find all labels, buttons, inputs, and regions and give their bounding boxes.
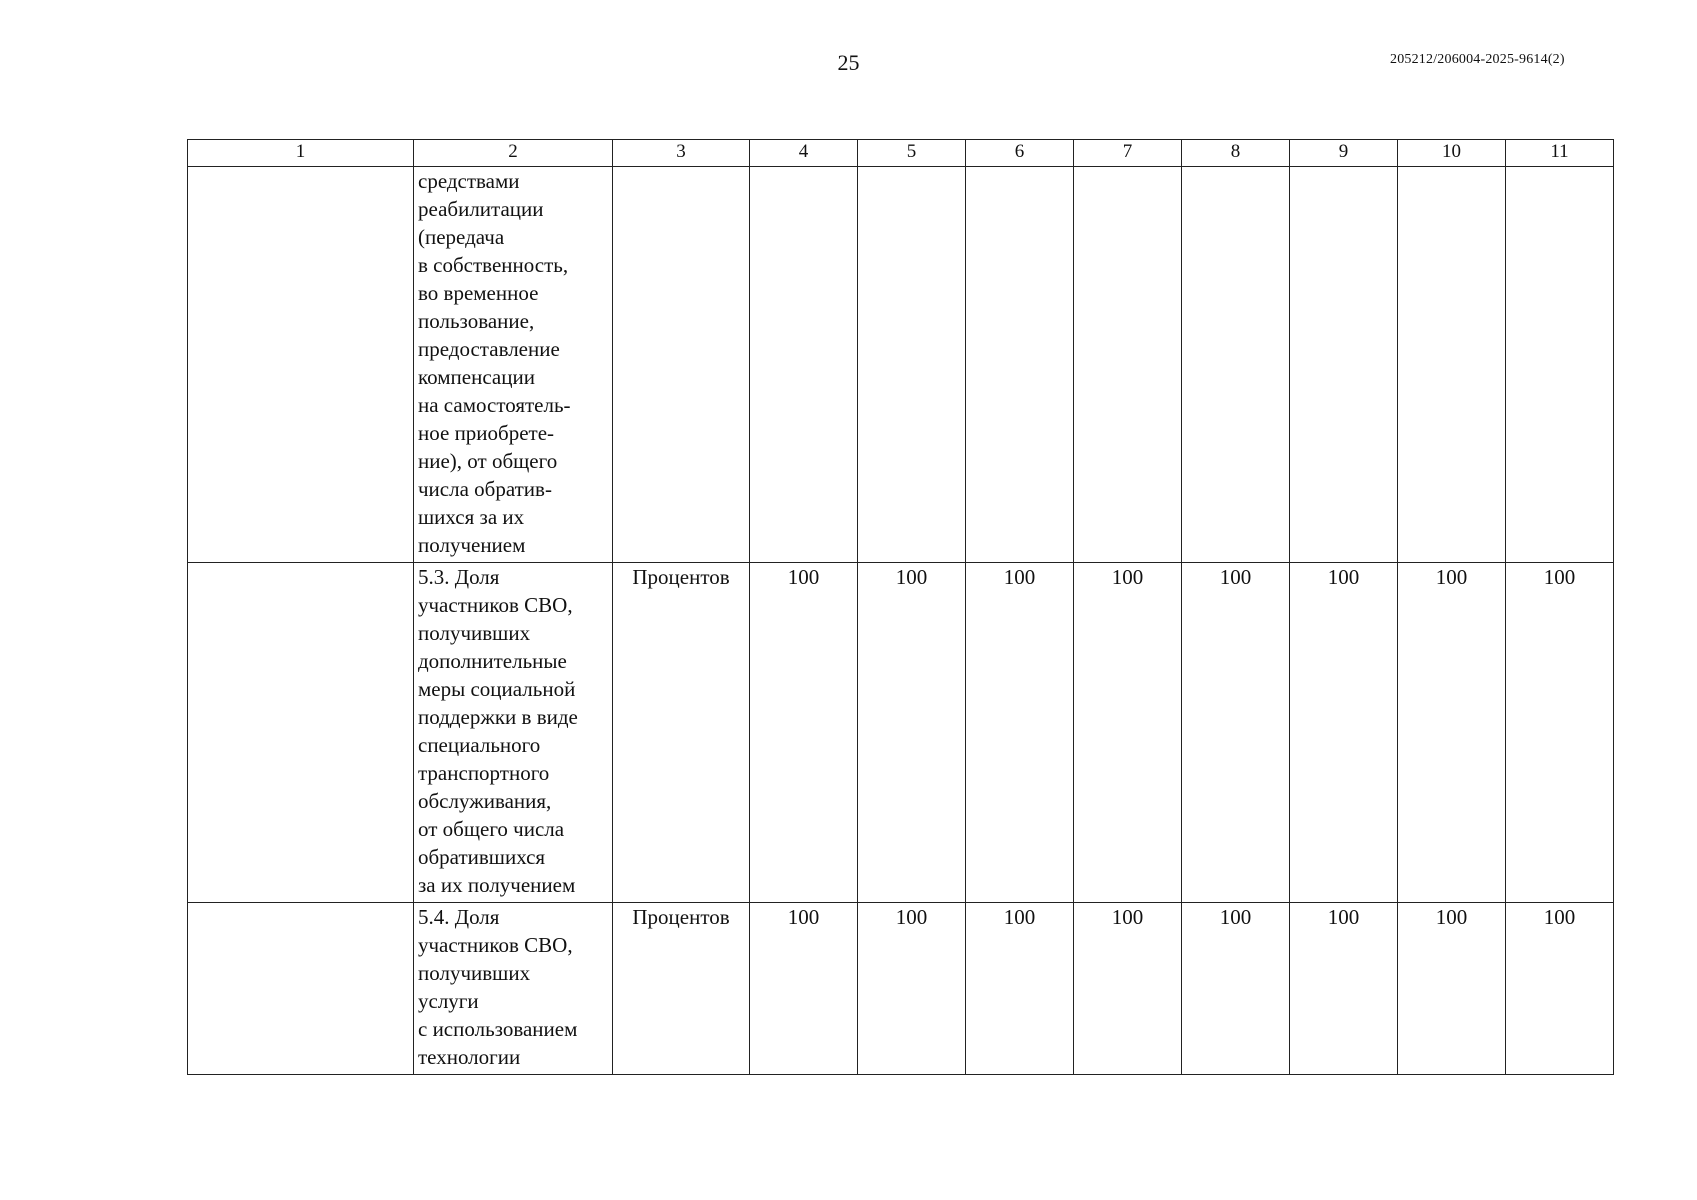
value-cell: 100 <box>1182 563 1290 903</box>
value-cell: 100 <box>750 903 858 1075</box>
page-number: 25 <box>837 50 860 75</box>
value-cell: 100 <box>966 563 1074 903</box>
value-cell <box>966 167 1074 563</box>
value-cell <box>750 167 858 563</box>
table-row <box>188 903 1614 1075</box>
value-cell: 100 <box>1398 563 1506 903</box>
value-cell: 100 <box>1398 903 1506 1075</box>
unit-cell: Процентов <box>613 903 750 1075</box>
column-number-8: 8 <box>1182 140 1290 167</box>
value-cell <box>1290 167 1398 563</box>
row-cell-col1 <box>188 903 414 1075</box>
value-cell: 100 <box>858 563 966 903</box>
value-cell: 100 <box>966 903 1074 1075</box>
table-row <box>188 167 1614 563</box>
value-cell: 100 <box>858 903 966 1075</box>
column-number-9: 9 <box>1290 140 1398 167</box>
column-number-1: 1 <box>188 140 414 167</box>
column-number-4: 4 <box>750 140 858 167</box>
value-cell: 100 <box>1074 563 1182 903</box>
value-cell <box>1398 167 1506 563</box>
table-row <box>188 563 1614 903</box>
unit-cell: Процентов <box>613 563 750 903</box>
value-cell: 100 <box>1290 903 1398 1075</box>
column-number-row <box>188 140 1614 167</box>
column-number-6: 6 <box>966 140 1074 167</box>
indicator-table <box>187 139 1614 1075</box>
row-cell-col1 <box>188 563 414 903</box>
value-cell: 100 <box>1506 563 1614 903</box>
value-cell: 100 <box>1506 903 1614 1075</box>
value-cell: 100 <box>1290 563 1398 903</box>
value-cell: 100 <box>1182 903 1290 1075</box>
value-cell <box>1182 167 1290 563</box>
document-code: 205212/206004-2025-9614(2) <box>1390 52 1565 67</box>
column-number-5: 5 <box>858 140 966 167</box>
column-number-3: 3 <box>613 140 750 167</box>
value-cell: 100 <box>750 563 858 903</box>
column-number-7: 7 <box>1074 140 1182 167</box>
value-cell <box>858 167 966 563</box>
value-cell: 100 <box>1074 903 1182 1075</box>
value-cell <box>1506 167 1614 563</box>
indicator-text: 5.4. Доля участников СВО, получивших услуги с использованием технологии <box>414 903 613 1075</box>
indicator-text: 5.3. Доля участников СВО, получивших дополнительные меры социальной поддержки в виде специального транспортного обслуживания, от общего числа обратившихся за их получением <box>414 563 613 903</box>
unit-cell <box>613 167 750 563</box>
row-cell-col1 <box>188 167 414 563</box>
column-number-10: 10 <box>1398 140 1506 167</box>
value-cell <box>1074 167 1182 563</box>
indicator-text: средствами реабилитации (передача в собственность, во временное пользование, предоставление компенсации на самостоятель- ное приобрете- ние), от общего числа обратив- шихся за их получением <box>414 167 613 563</box>
column-number-2: 2 <box>414 140 613 167</box>
column-number-11: 11 <box>1506 140 1614 167</box>
